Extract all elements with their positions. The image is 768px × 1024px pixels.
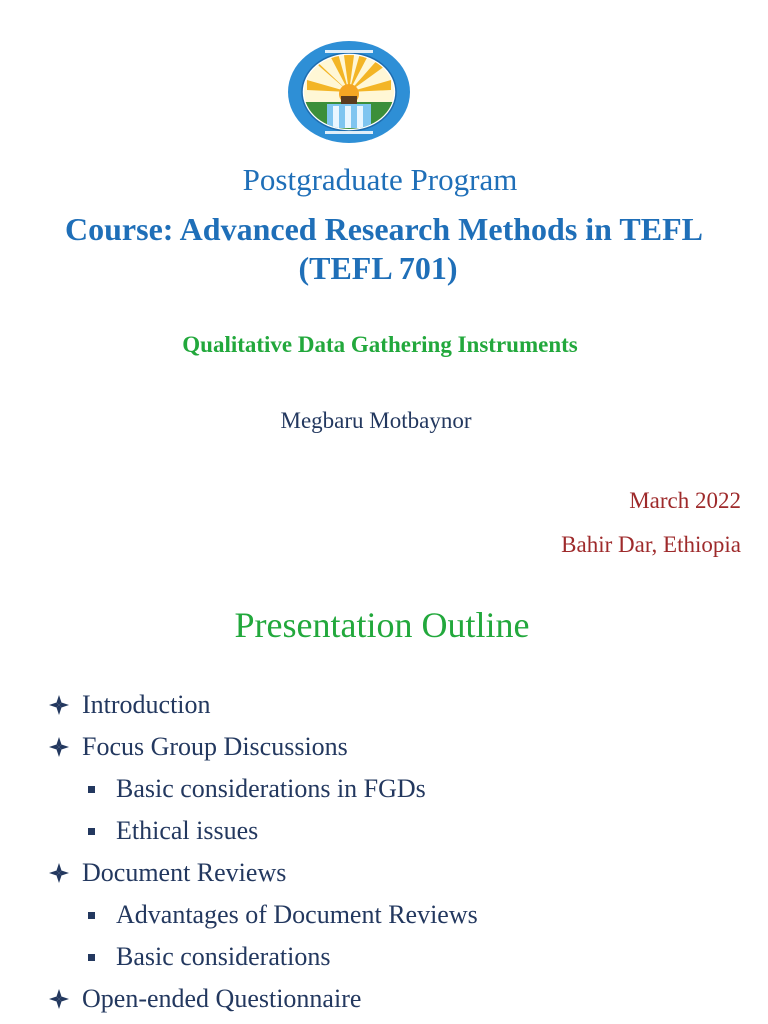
diamond-bullet-icon [48, 862, 70, 884]
square-bullet-icon [88, 912, 95, 919]
square-bullet-icon [88, 828, 95, 835]
university-seal-icon [287, 40, 411, 144]
outline-item-label: Ethical issues [116, 816, 259, 845]
outline-item-label: Basic considerations [116, 942, 331, 971]
presentation-date: March 2022 [629, 488, 741, 513]
outline-item-label: Focus Group Discussions [82, 732, 348, 761]
square-bullet-icon [88, 954, 95, 961]
diamond-bullet-icon [48, 988, 70, 1010]
course-title: Course: Advanced Research Methods in TEFL [65, 211, 703, 247]
outline-item-label: Introduction [82, 690, 211, 719]
outline-title: Presentation Outline [234, 605, 530, 645]
presentation-topic: Qualitative Data Gathering Instruments [182, 332, 578, 357]
program-title: Postgraduate Program [242, 162, 518, 197]
author-name: Megbaru Motbaynor [280, 408, 472, 433]
outline-item-label: Basic considerations in FGDs [116, 774, 426, 803]
outline-item-label: Advantages of Document Reviews [116, 900, 478, 929]
diamond-bullet-icon [48, 736, 70, 758]
outline-item-label: Document Reviews [82, 858, 287, 887]
outline-item-label: Open-ended Questionnaire [82, 984, 362, 1013]
presentation-place: Bahir Dar, Ethiopia [561, 532, 741, 557]
diamond-bullet-icon [48, 694, 70, 716]
square-bullet-icon [88, 786, 95, 793]
course-code: (TEFL 701) [298, 250, 458, 286]
